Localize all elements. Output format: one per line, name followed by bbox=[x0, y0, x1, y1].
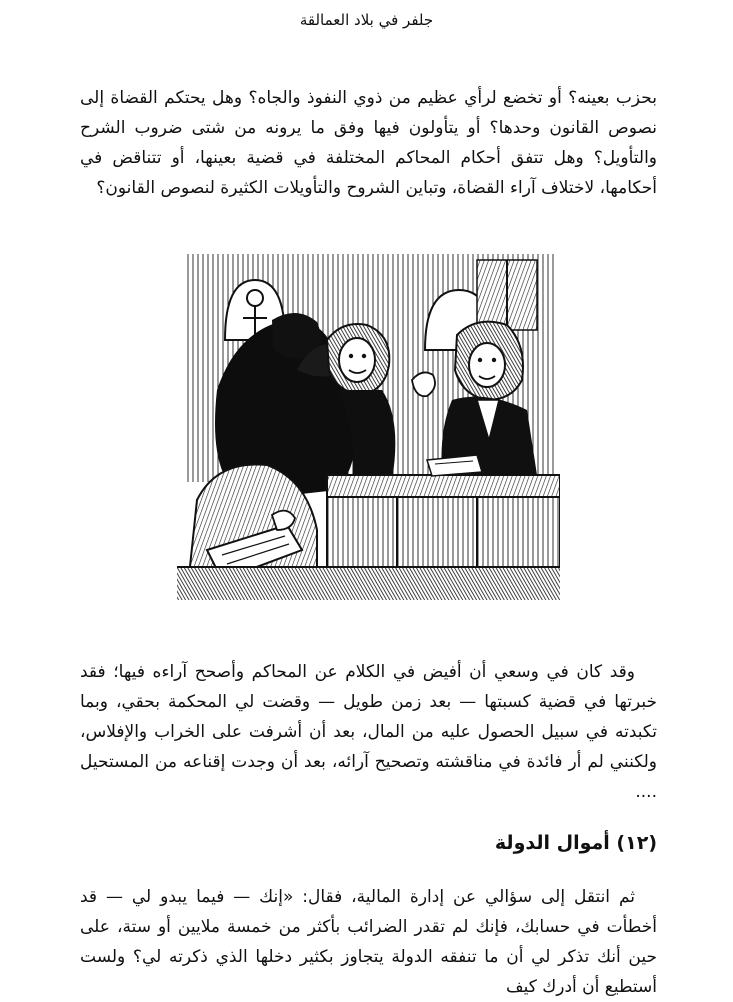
courtroom-engraving-image bbox=[177, 250, 560, 600]
running-title: جلفر في بلاد العمالقة bbox=[299, 11, 434, 29]
paragraph-finance-questions: ثم انتقل إلى سؤالي عن إدارة المالية، فقال: «إنك — فيما يبدو لي — قد أخطأت في حسابك، فإنك لم تقدر الضرائب بأكثر من خمسة ملايين أو ستة، على حين أنك تذكر لي أن ما تنفقه الدولة يتجاوز بكثير دخلها الذي ذكرته لي؟ ولست أستطيع أن أدرك كيف bbox=[80, 887, 657, 997]
paragraph-courts-questions: بحزب بعينه؟ أو تخضع لرأي عظيم من ذوي النفوذ والجاه؟ وهل يحتكم القضاة إلى نصوص القانون وحدها؟ أو يتأولون فيها وفق ما يرونه من شتى ضروب الشرح والتأويل؟ وهل تتفق أحكام المحاكم المختلفة في قضية بعينها، أو تتناقض في أحكامها، لاختلاف آراء القضاة، وتباين الشروح والتأويلات الكثيرة لنصوص القانون؟ bbox=[80, 88, 657, 198]
section-heading-state-finances: (١٢) أموال الدولة bbox=[494, 831, 657, 854]
paragraph-court-experience: وقد كان في وسعي أن أفيض في الكلام عن المحاكم وأصحح آراءه فيها؛ فقد خبرتها في قضية كسبتها — بعد زمن طويل — وقضت لي المحكمة بحقي، وبما تكبدته في سبيل الحصول عليه من المال، بعد أن أشرفت على الخراب والإفلاس، ولكنني لم أر فائدة في مناقشته وتصحيح آرائه، بعد أن وجدت إقناعه من المستحيل .... bbox=[80, 662, 657, 802]
courtroom-illustration bbox=[177, 250, 560, 600]
